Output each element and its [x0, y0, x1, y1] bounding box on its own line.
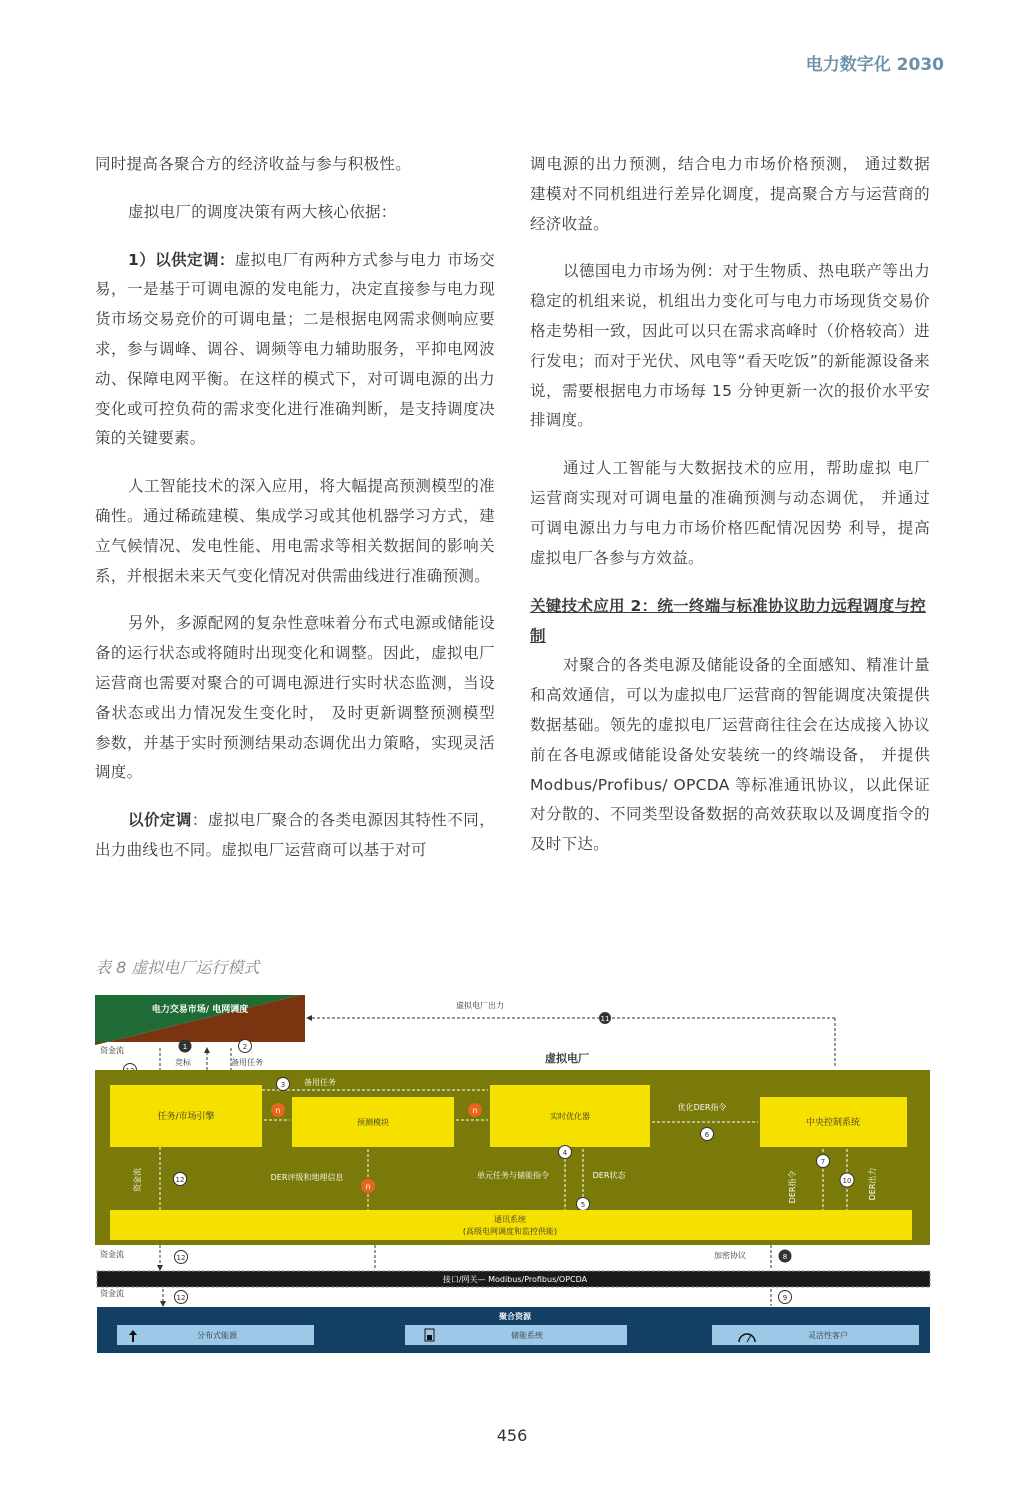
bold-lead: 1）以供定调：	[128, 250, 235, 269]
dist-energy-label: 分布式能源	[197, 1331, 237, 1340]
comm-system-label: 通讯系统	[494, 1215, 526, 1224]
step-number: 12	[176, 1294, 186, 1302]
forecast-label: 预测模块	[357, 1118, 389, 1127]
aggregate-resources-label: 聚合资源	[499, 1312, 531, 1321]
task-engine-label: 任务/市场引擎	[157, 1112, 215, 1122]
vpp-output-label: 虚拟电厂出力	[456, 1001, 504, 1010]
paragraph: 调电源的出力预测，结合电力市场价格预测， 通过数据建模对不同机组进行差异化调度，提高聚合方与运营商的经济收益。	[530, 155, 930, 233]
paragraph	[95, 246, 495, 455]
step-number: 2	[242, 1043, 248, 1051]
paragraph: 通过人工智能与大数据技术的应用，帮助虚拟 电厂运营商实现对可调电量的准确预测与动态调优， 并通过可调电源出力与电力市场价格匹配情况因势 利导，提高虚拟电厂各参与方效益。	[530, 459, 930, 567]
step-number: 5	[580, 1201, 586, 1209]
step-number: 1	[182, 1043, 188, 1051]
step-number: 11	[600, 1015, 610, 1023]
step-number: 3	[280, 1081, 286, 1089]
step-number: 4	[562, 1149, 568, 1157]
der-output-label: DER出力	[868, 1167, 877, 1201]
opt-der-label: 优化DER指令	[677, 1103, 727, 1112]
reserve-task-label: 备用任务	[304, 1078, 336, 1087]
step-number: 12	[175, 1176, 185, 1184]
der-state-label: DER状态	[592, 1171, 626, 1180]
storage-label: 储能系统	[511, 1331, 543, 1340]
step-number: 10	[842, 1177, 852, 1185]
n-label: n	[472, 1106, 478, 1115]
bold-lead: 以价定调	[128, 811, 192, 830]
paragraph: 以德国电力市场为例：对于生物质、热电联产等出力稳定的机组来说，机组出力变化可与电力市场现货交易价格走势相一致，因此可以只在需求高峰时（价格较高）进行发电；而对于光伏、风电等“看天吃饭”的新能源设备来说，需要根据电力市场每 15 分钟更新一次的报价水平安排调度。	[530, 262, 930, 430]
step-number: 6	[704, 1131, 710, 1139]
step-number: 9	[782, 1294, 788, 1302]
market-box-label: 电力交易市场/ 电网调度	[151, 1005, 249, 1015]
n-label: n	[275, 1106, 281, 1115]
section-heading: 关键技术应用 2：统一终端与标准协议助力远程调度与控制	[530, 597, 926, 646]
fund-flow-label: 资金流	[100, 1046, 124, 1055]
fund-flow-label: 资金流	[100, 1250, 124, 1259]
optimizer-label: 实时优化器	[550, 1112, 590, 1121]
left-column	[95, 150, 495, 884]
paragraph	[95, 806, 495, 866]
der-eval-label: DER评级和地理信息	[270, 1173, 344, 1182]
unit-task-label: 单元任务与储能指令	[477, 1171, 549, 1180]
right-column	[530, 150, 930, 878]
paragraph: 另外，多源配网的复杂性意味着分布式电源或储能设备的运行状态或将随时出现变化和调整。因此，虚拟电厂运营商也需要对聚合的可调电源进行实时状态监测，当设备状态或出力情况发生变化时， 及时更新调整预测模型参数，并基于实时预测结果动态调优出力策略，实现灵活调度。	[95, 614, 495, 782]
step-number: 12	[176, 1254, 186, 1262]
central-control-label: 中央控制系统	[805, 1118, 861, 1128]
vpp-title: 虚拟电厂	[545, 1052, 589, 1065]
der-command-label: DER指令	[788, 1170, 797, 1204]
paragraph: 虚拟电厂的调度决策有两大核心依据：	[128, 202, 397, 221]
encrypt-label: 加密协议	[714, 1251, 746, 1260]
paragraph: 对聚合的各类电源及储能设备的全面感知、精准计量和高效通信，可以为虚拟电厂运营商的智能调度决策提供数据基础。领先的虚拟电厂运营商往往会在达成接入协议前在各电源或储能设备处安装统一的终端设备， 并提供 Modbus/Profibus/ OPCDA 等标准通讯协议，以此保证对分散的、不同类型设备数据的高效获取以及调度指令的及时下达。	[530, 656, 930, 854]
gateway-label: 接口/网关— Modibus/Profibus/OPCDA	[442, 1275, 588, 1284]
paragraph: 人工智能技术的深入应用，将大幅提高预测模型的准确性。通过稀疏建模、集成学习或其他机器学习方式，建立气候情况、发电性能、用电需求等相关数据间的影响关系，并根据未来天气变化情况对供需曲线进行准确预测。	[95, 477, 495, 585]
flex-customer-label: 灵活性客户	[808, 1331, 848, 1340]
paragraph-text: ：虚拟电厂聚合的各类电源因其特性不同，出力曲线也不同。虚拟电厂运营商可以基于对可	[95, 811, 496, 859]
n-label: n	[365, 1182, 371, 1191]
reserve-task-label: 备用任务	[231, 1058, 263, 1067]
running-header: 电力数字化 2030	[805, 55, 944, 75]
vpp-operation-diagram	[95, 990, 935, 1360]
paragraph-text: 虚拟电厂有两种方式参与电力 市场交易，一是基于可调电源的发电能力，决定直接参与电力现货市场交易竞价的可调电量；二是根据电网需求侧响应要求，参与调峰、调谷、调频等电力辅助服务，平抑电网波动、保障电网平衡。在这样的模式下，对可调电源的出力变化或可控负荷的需求变化进行准确判断，是支持调度决策的关键要素。	[95, 250, 495, 448]
page-number: 456	[496, 1426, 528, 1445]
step-number: 8	[782, 1253, 788, 1261]
fund-flow-label: 资金流	[100, 1289, 124, 1298]
comm-system-sublabel: (高级电网调度和监控供能)	[462, 1227, 558, 1236]
figure-caption: 表 8 虚拟电厂运行模式	[95, 958, 260, 977]
step-number: 7	[820, 1158, 826, 1166]
paragraph: 同时提高各聚合方的经济收益与参与积极性。	[95, 155, 412, 173]
bid-label: 竞标	[175, 1058, 191, 1067]
fund-flow-label: 资金流	[133, 1168, 142, 1192]
